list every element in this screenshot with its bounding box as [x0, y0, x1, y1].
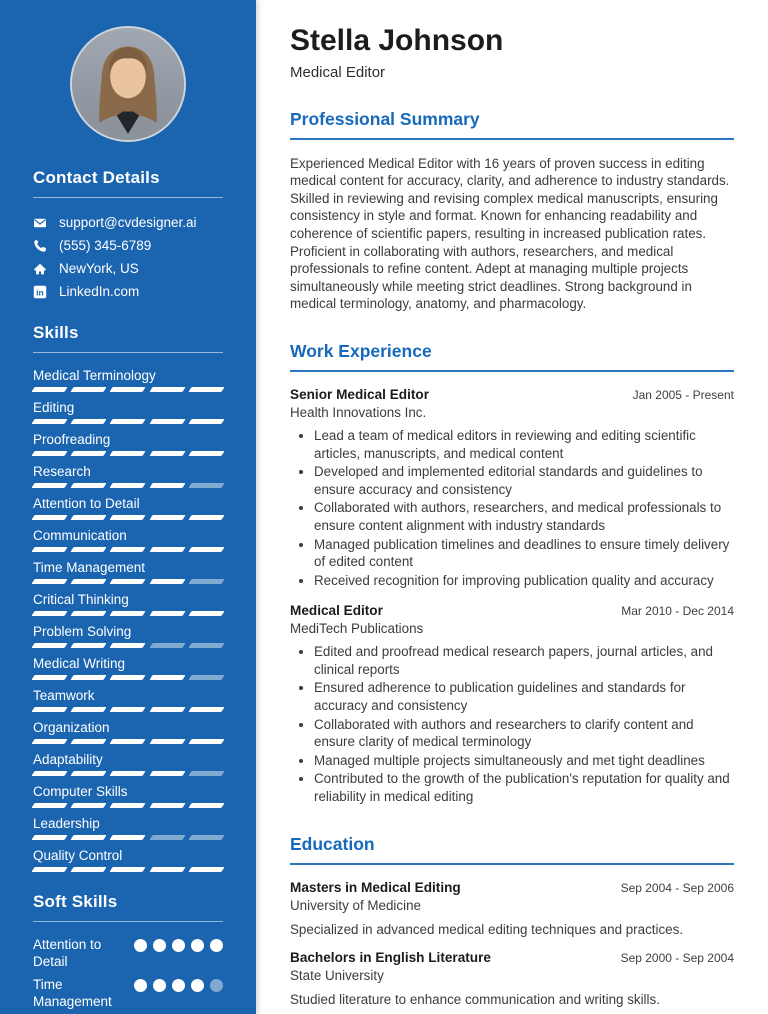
education-section — [290, 834, 734, 1007]
skill-bar-segment — [149, 611, 185, 616]
job-dates: Mar 2010 - Dec 2014 — [621, 604, 734, 619]
skill-bar-segment — [110, 675, 146, 680]
home-icon — [33, 262, 47, 276]
job-bullets — [290, 427, 734, 589]
skill-bar-segment — [188, 579, 224, 584]
skill-bar-segment — [188, 771, 224, 776]
skill-label: Critical Thinking — [33, 592, 129, 607]
skill-bar-segment — [31, 611, 67, 616]
skill-bar-segment — [188, 675, 224, 680]
skill-bar-segment — [71, 387, 107, 392]
skill-bar-segment — [71, 419, 107, 424]
skill-bar-segment — [110, 803, 146, 808]
skill-bar-segment — [31, 707, 67, 712]
contact-text: NewYork, US — [59, 261, 139, 276]
skill-item — [33, 527, 223, 552]
skill-bar-segment — [149, 867, 185, 872]
soft-skill-rating — [134, 939, 223, 952]
skill-bar-segment — [188, 867, 224, 872]
skill-bar-segment — [110, 483, 146, 488]
degree-school: State University — [290, 967, 384, 983]
skill-bar-segment — [71, 611, 107, 616]
skill-item — [33, 431, 223, 456]
contact-item — [33, 237, 223, 255]
contact-item — [33, 214, 223, 232]
contact-section — [33, 168, 223, 301]
contact-item — [33, 283, 223, 301]
rating-dot — [172, 979, 185, 992]
contact-heading: Contact Details — [33, 168, 223, 198]
skill-bar-segment — [31, 419, 67, 424]
skill-bar-segment — [188, 483, 224, 488]
summary-section — [290, 109, 734, 313]
experience-section — [290, 341, 734, 806]
job-company: Health Innovations Inc. — [290, 404, 427, 420]
skill-label: Editing — [33, 400, 75, 415]
skill-bar-segment — [188, 515, 224, 520]
skill-bar — [33, 419, 223, 424]
skill-bar — [33, 739, 223, 744]
skill-bar — [33, 547, 223, 552]
skill-label: Medical Terminology — [33, 368, 156, 383]
skill-bar-segment — [188, 739, 224, 744]
job-title: Medical Editor — [290, 603, 383, 619]
skill-label: Research — [33, 464, 91, 479]
job-bullet: • Edited and proofread medical research papers, journal articles, and clinical reports — [314, 643, 734, 678]
contact-item — [33, 260, 223, 278]
skill-bar-segment — [149, 739, 185, 744]
skill-bar-segment — [31, 387, 67, 392]
skill-bar-segment — [110, 547, 146, 552]
skill-bar-segment — [149, 675, 185, 680]
job-bullet: • Lead a team of medical editors in reviewing and editing scientific articles, manuscripts, and medical content — [314, 427, 734, 462]
skill-bar-segment — [149, 387, 185, 392]
skill-bar-segment — [31, 803, 67, 808]
rating-dot — [153, 979, 166, 992]
skill-bar — [33, 707, 223, 712]
job-header — [290, 387, 734, 402]
skill-bar-segment — [149, 419, 185, 424]
skill-bar — [33, 675, 223, 680]
skill-bar — [33, 483, 223, 488]
soft-skill-label: Attention to Detail — [33, 937, 102, 969]
degree-description: Specialized in advanced medical editing techniques and practices. — [290, 921, 684, 937]
skill-bar-segment — [110, 419, 146, 424]
skill-item — [33, 847, 223, 872]
soft-skills-list — [33, 936, 223, 1010]
main-content — [256, 0, 768, 1014]
summary-text: Experienced Medical Editor with 16 years of proven success in editing medical content for accuracy, clarity, and adherence to industry standards. Skilled in reviewing and revising complex medical manuscripts, ensuring consistency in style and format. Known for enhancing readability and coherence of scientific papers, resulting in increased publication rates. Proficient in collaborating with authors, researchers, and medical professionals to refine content. Adept at managing multiple projects simultaneously while meeting strict deadlines. Strong background in medical terminology, anatomy, and pharmacology. — [290, 155, 730, 312]
skill-bar-segment — [188, 803, 224, 808]
skill-bar-segment — [71, 707, 107, 712]
contact-text: support@cvdesigner.ai — [59, 215, 197, 230]
skill-bar-segment — [149, 771, 185, 776]
skill-item — [33, 815, 223, 840]
job-header — [290, 603, 734, 618]
skill-bar-segment — [110, 611, 146, 616]
job-bullet: • Collaborated with authors and researchers to clarify content and ensure clarity of medical terminology — [314, 716, 734, 751]
skill-label: Proofreading — [33, 432, 111, 447]
skill-bar-segment — [149, 803, 185, 808]
avatar-illustration — [72, 28, 184, 140]
email-icon — [33, 216, 47, 230]
skill-label: Communication — [33, 528, 127, 543]
skill-bar-segment — [110, 515, 146, 520]
skills-section — [33, 323, 223, 872]
skill-item — [33, 367, 223, 392]
skill-item — [33, 751, 223, 776]
skill-label: Computer Skills — [33, 784, 128, 799]
degree-dates: Sep 2000 - Sep 2004 — [620, 950, 734, 965]
skill-bar-segment — [71, 835, 107, 840]
skill-bar-segment — [71, 803, 107, 808]
skill-bar-segment — [110, 739, 146, 744]
skill-bar-segment — [31, 547, 67, 552]
person-name: Stella Johnson — [290, 24, 504, 57]
degrees-list — [290, 880, 734, 1007]
skill-bar-segment — [71, 739, 107, 744]
skill-bar-segment — [149, 579, 185, 584]
skill-bar-segment — [71, 579, 107, 584]
skill-label: Quality Control — [33, 848, 123, 863]
job-title: Senior Medical Editor — [290, 386, 429, 402]
degree-description: Studied literature to enhance communication and writing skills. — [290, 991, 660, 1007]
skill-label: Adaptability — [33, 752, 103, 767]
jobs-list — [290, 387, 734, 806]
linkedin-icon — [33, 285, 47, 299]
skill-bar-segment — [188, 611, 224, 616]
skill-item — [33, 687, 223, 712]
soft-skills-section — [33, 892, 223, 1010]
skill-bar-segment — [31, 867, 67, 872]
degree-entry — [290, 950, 734, 1007]
rating-dot — [134, 939, 147, 952]
skill-bar-segment — [71, 451, 107, 456]
degree-title: Bachelors in English Literature — [290, 949, 491, 965]
contact-list — [33, 214, 223, 301]
rating-dot — [134, 979, 147, 992]
contact-text: (555) 345-6789 — [59, 238, 152, 253]
degree-title: Masters in Medical Editing — [290, 879, 461, 895]
job-bullet: • Managed multiple projects simultaneously and met tight deadlines — [314, 752, 734, 770]
skill-bar — [33, 867, 223, 872]
skill-bar-segment — [110, 643, 146, 648]
skill-bar-segment — [71, 771, 107, 776]
degree-header — [290, 880, 734, 895]
rating-dot — [191, 939, 204, 952]
skill-bar — [33, 771, 223, 776]
skill-bar — [33, 803, 223, 808]
skill-item — [33, 719, 223, 744]
skill-label: Problem Solving — [33, 624, 132, 639]
degree-dates: Sep 2004 - Sep 2006 — [620, 880, 734, 895]
skill-bar — [33, 643, 223, 648]
skill-bar-segment — [71, 867, 107, 872]
skill-item — [33, 623, 223, 648]
phone-icon — [33, 239, 47, 253]
skill-bar-segment — [31, 771, 67, 776]
skill-bar — [33, 579, 223, 584]
job-entry — [290, 603, 734, 805]
skill-bar-segment — [188, 835, 224, 840]
job-bullet: • Contributed to the growth of the publication's reputation for quality and reliability in medical editing — [314, 770, 734, 805]
skill-bar — [33, 451, 223, 456]
skill-label: Teamwork — [33, 688, 95, 703]
skill-bar-segment — [188, 547, 224, 552]
skill-bar-segment — [31, 675, 67, 680]
job-bullet: • Collaborated with authors, researchers, and medical professionals to ensure content alignment with industry standards — [314, 499, 734, 534]
job-entry — [290, 387, 734, 589]
skill-item — [33, 591, 223, 616]
skill-item — [33, 783, 223, 808]
skill-bar-segment — [31, 739, 67, 744]
job-bullets — [290, 643, 734, 805]
profile-photo — [70, 26, 186, 142]
summary-heading: Professional Summary — [290, 109, 734, 140]
soft-skill-rating — [134, 979, 223, 992]
skill-bar-segment — [149, 707, 185, 712]
skill-bar-segment — [149, 515, 185, 520]
skill-label: Organization — [33, 720, 110, 735]
rating-dot — [172, 939, 185, 952]
skill-bar — [33, 387, 223, 392]
svg-text:in: in — [36, 287, 44, 298]
skill-label: Attention to Detail — [33, 496, 140, 511]
skill-item — [33, 399, 223, 424]
skills-list — [33, 367, 223, 872]
skill-bar-segment — [31, 515, 67, 520]
degree-school: University of Medicine — [290, 897, 421, 913]
skill-item — [33, 559, 223, 584]
skill-label: Medical Writing — [33, 656, 126, 671]
skill-bar — [33, 611, 223, 616]
skill-bar-segment — [31, 643, 67, 648]
skill-bar-segment — [71, 675, 107, 680]
skills-heading: Skills — [33, 323, 223, 353]
skill-bar-segment — [149, 643, 185, 648]
skill-bar-segment — [188, 707, 224, 712]
skill-item — [33, 463, 223, 488]
skill-bar-segment — [149, 483, 185, 488]
soft-skill-item — [33, 976, 223, 1010]
soft-skills-heading: Soft Skills — [33, 892, 223, 922]
soft-skill-label: Time Management — [33, 977, 112, 1009]
contact-text: LinkedIn.com — [59, 284, 140, 299]
skill-bar-segment — [31, 579, 67, 584]
skill-bar-segment — [188, 643, 224, 648]
rating-dot — [210, 979, 223, 992]
skill-label: Leadership — [33, 816, 100, 831]
skill-bar-segment — [188, 419, 224, 424]
skill-item — [33, 655, 223, 680]
skill-item — [33, 495, 223, 520]
skill-bar-segment — [71, 515, 107, 520]
degree-header — [290, 950, 734, 965]
job-company: MediTech Publications — [290, 621, 424, 637]
rating-dot — [191, 979, 204, 992]
job-dates: Jan 2005 - Present — [632, 387, 734, 402]
experience-heading: Work Experience — [290, 341, 734, 372]
rating-dot — [153, 939, 166, 952]
skill-bar-segment — [110, 867, 146, 872]
job-bullet: • Received recognition for improving publication quality and accuracy — [314, 572, 734, 590]
skill-bar-segment — [110, 579, 146, 584]
skill-bar-segment — [188, 387, 224, 392]
skill-bar-segment — [149, 451, 185, 456]
person-title: Medical Editor — [290, 63, 386, 81]
degree-entry — [290, 880, 734, 937]
skill-bar-segment — [71, 483, 107, 488]
skill-bar — [33, 835, 223, 840]
skill-bar-segment — [71, 643, 107, 648]
skill-bar-segment — [110, 387, 146, 392]
skill-bar-segment — [31, 483, 67, 488]
skill-bar-segment — [110, 771, 146, 776]
rating-dot — [210, 939, 223, 952]
job-bullet: • Managed publication timelines and deadlines to ensure timely delivery of edited content — [314, 536, 734, 571]
skill-bar-segment — [188, 451, 224, 456]
skill-bar-segment — [110, 451, 146, 456]
skill-bar-segment — [149, 547, 185, 552]
skill-bar-segment — [31, 451, 67, 456]
skill-bar — [33, 515, 223, 520]
skill-bar-segment — [149, 835, 185, 840]
job-bullet: • Developed and implemented editorial standards and guidelines to ensure accuracy and consistency — [314, 463, 734, 498]
skill-bar-segment — [71, 547, 107, 552]
soft-skill-item — [33, 936, 223, 970]
skill-bar-segment — [31, 835, 67, 840]
skill-label: Time Management — [33, 560, 146, 575]
skill-bar-segment — [110, 707, 146, 712]
sidebar — [0, 0, 256, 1014]
job-bullet: • Ensured adherence to publication guidelines and standards for accuracy and consistency — [314, 679, 734, 714]
skill-bar-segment — [110, 835, 146, 840]
education-heading: Education — [290, 834, 734, 865]
